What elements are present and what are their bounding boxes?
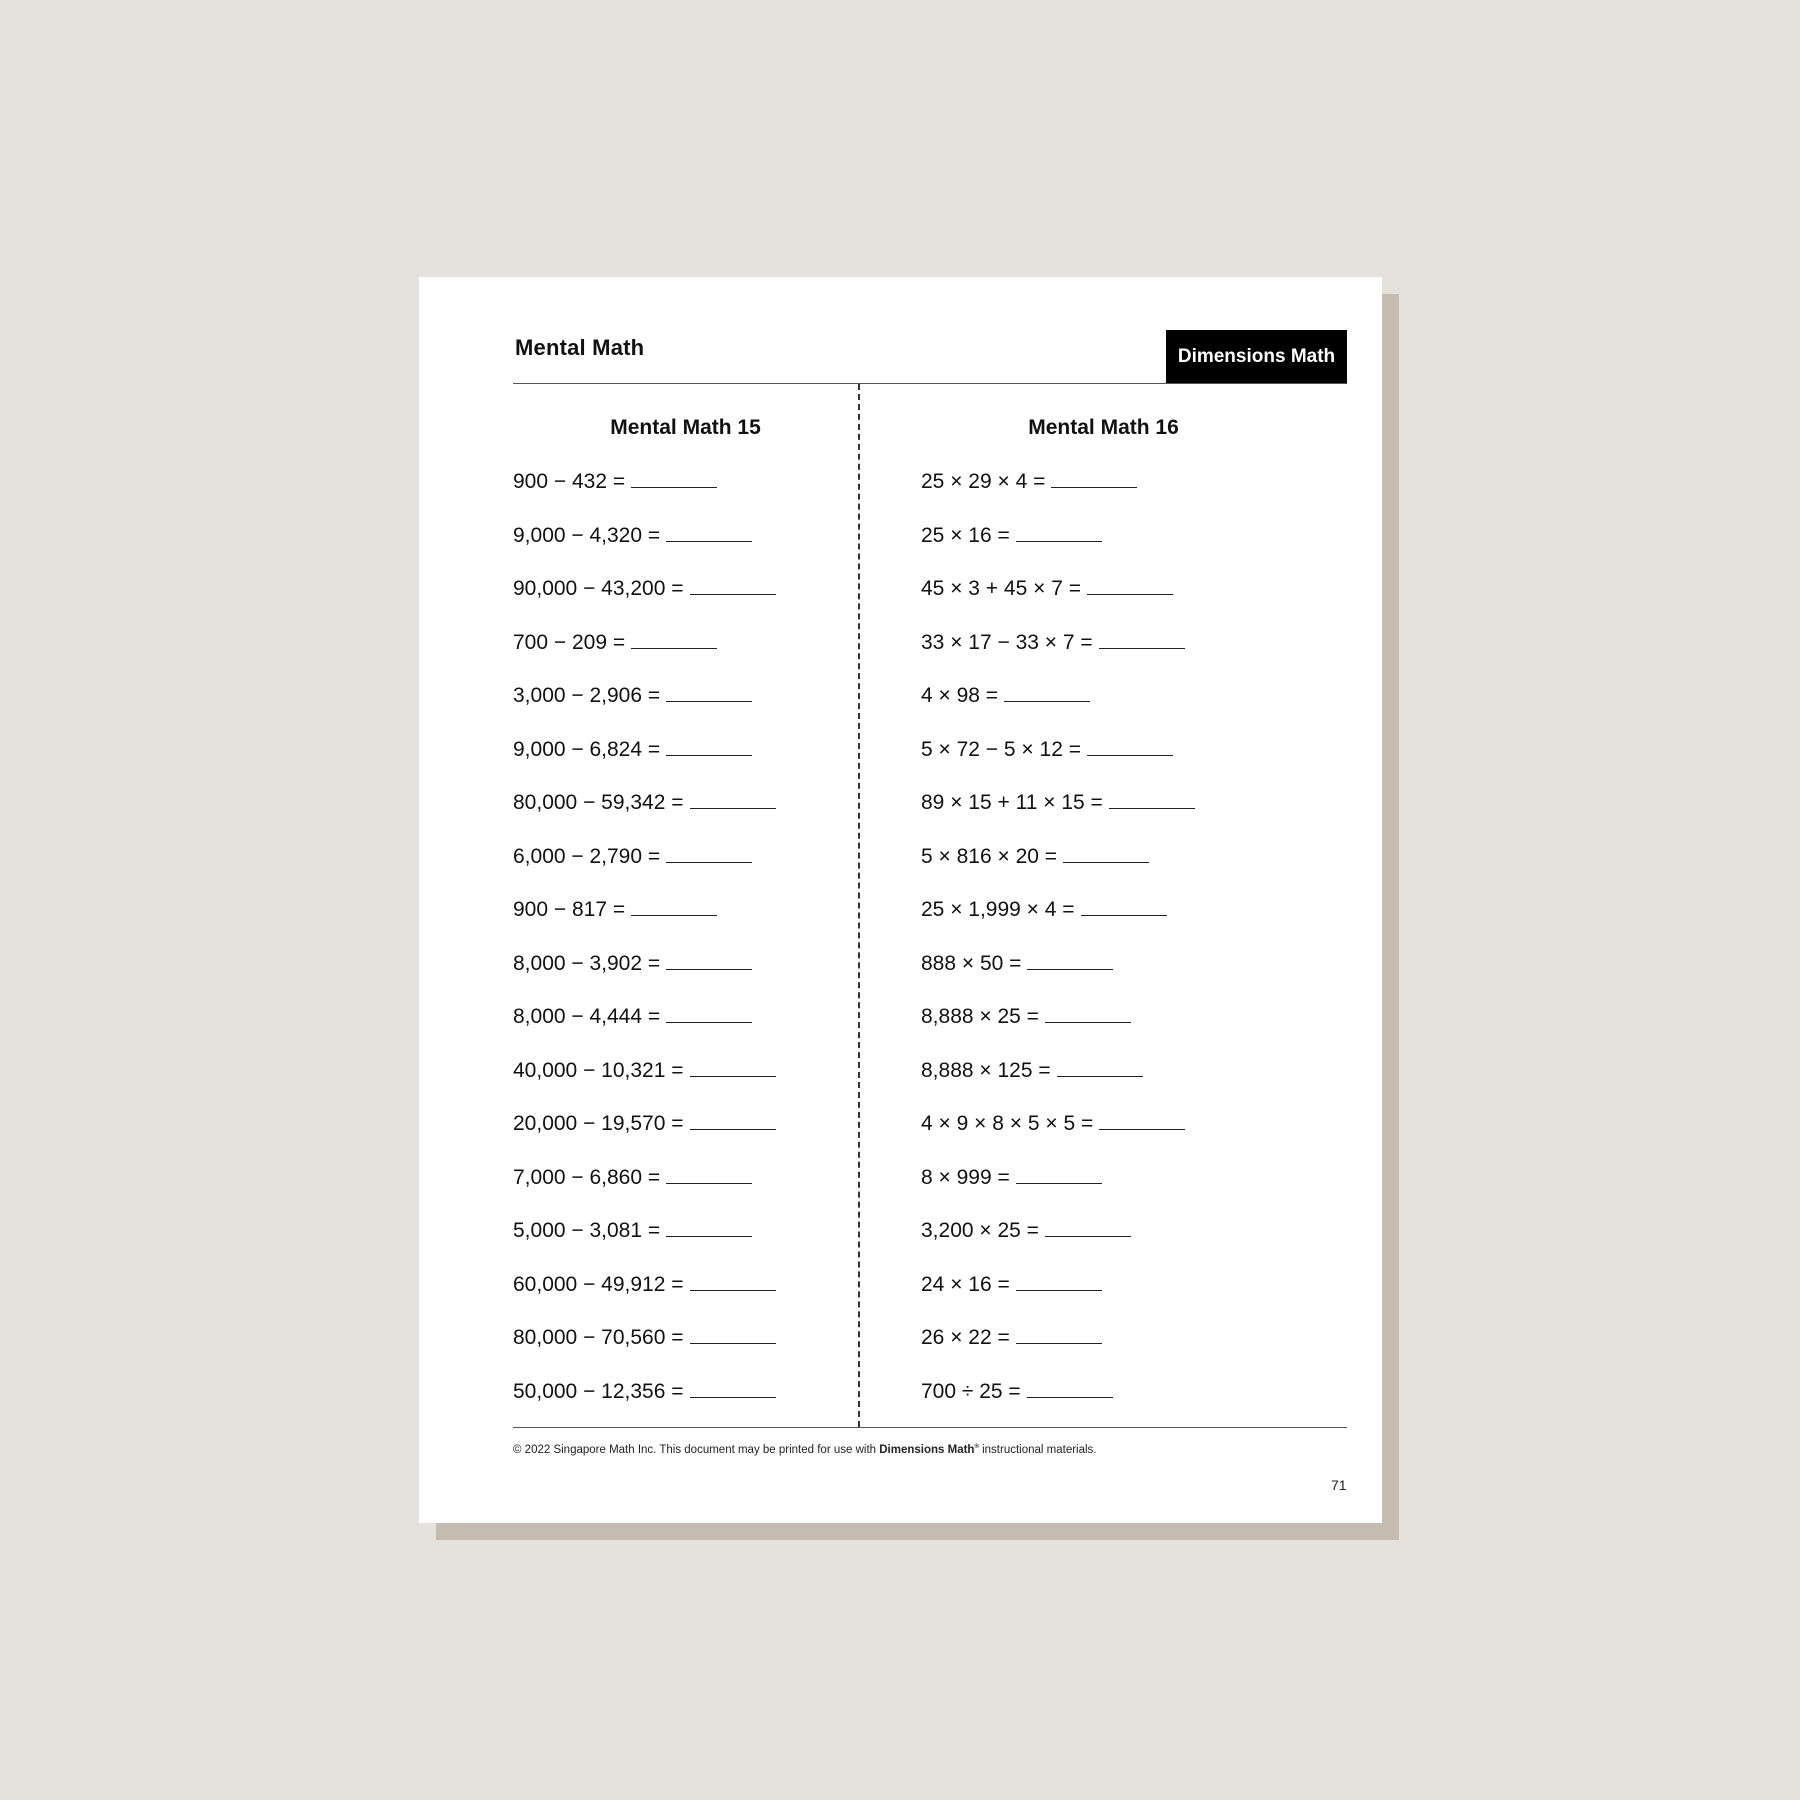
answer-blank[interactable] xyxy=(1027,1380,1113,1398)
problem-item xyxy=(513,1273,776,1327)
problem-item xyxy=(921,1059,1195,1113)
problem-expression: 89 × 15 + 11 × 15 = xyxy=(921,791,1103,814)
answer-blank[interactable] xyxy=(631,470,717,488)
problem-expression: 9,000 − 4,320 = xyxy=(513,523,661,547)
answer-blank[interactable] xyxy=(1004,684,1090,702)
problem-expression: 40,000 − 10,321 = xyxy=(513,1058,684,1082)
problem-list-left xyxy=(513,470,776,1433)
problem-item xyxy=(513,1112,776,1166)
problem-item xyxy=(921,1005,1195,1059)
copyright-text: © 2022 Singapore Math Inc. This document may be printed for use with xyxy=(513,1444,877,1456)
problem-expression: 8,888 × 125 = xyxy=(921,1058,1051,1082)
section-title-right: Mental Math 16 xyxy=(1028,416,1179,439)
problem-expression: 9,000 − 6,824 = xyxy=(513,737,661,761)
brand-badge: Dimensions Math xyxy=(1166,330,1347,383)
problem-item xyxy=(921,1326,1195,1380)
answer-blank[interactable] xyxy=(1063,845,1149,863)
problem-item xyxy=(513,845,776,899)
answer-blank[interactable] xyxy=(1016,1326,1102,1344)
problem-expression: 90,000 − 43,200 = xyxy=(513,577,684,600)
problem-expression: 888 × 50 = xyxy=(921,951,1022,975)
problem-expression: 700 − 209 = xyxy=(513,630,626,654)
answer-blank[interactable] xyxy=(1016,1166,1102,1184)
registered-mark: ® xyxy=(974,1444,979,1451)
problem-item xyxy=(921,684,1195,738)
answer-blank[interactable] xyxy=(666,684,752,702)
problem-item xyxy=(921,898,1195,952)
problem-item xyxy=(513,952,776,1006)
problem-item xyxy=(921,524,1195,578)
problem-expression: 5 × 72 − 5 × 12 = xyxy=(921,737,1081,761)
answer-blank[interactable] xyxy=(690,1326,776,1344)
problem-expression: 25 × 1,999 × 4 = xyxy=(921,898,1075,921)
section-title-left: Mental Math 15 xyxy=(610,416,761,439)
answer-blank[interactable] xyxy=(1087,577,1173,595)
problem-item xyxy=(921,1166,1195,1220)
problem-item xyxy=(921,845,1195,899)
answer-blank[interactable] xyxy=(1099,1112,1185,1130)
worksheet-page xyxy=(419,277,1382,1523)
answer-blank[interactable] xyxy=(690,1273,776,1291)
answer-blank[interactable] xyxy=(690,791,776,809)
problem-expression: 900 − 817 = xyxy=(513,898,626,921)
problem-item xyxy=(513,524,776,578)
answer-blank[interactable] xyxy=(666,845,752,863)
header-rule xyxy=(513,383,1347,384)
answer-blank[interactable] xyxy=(1016,1273,1102,1291)
answer-blank[interactable] xyxy=(1027,952,1113,970)
problem-expression: 25 × 29 × 4 = xyxy=(921,470,1046,493)
answer-blank[interactable] xyxy=(666,1219,752,1237)
problem-expression: 25 × 16 = xyxy=(921,523,1010,547)
problem-expression: 6,000 − 2,790 = xyxy=(513,844,661,868)
column-divider xyxy=(858,384,860,1427)
problem-item xyxy=(921,738,1195,792)
answer-blank[interactable] xyxy=(631,898,717,916)
problem-expression: 33 × 17 − 33 × 7 = xyxy=(921,630,1093,654)
answer-blank[interactable] xyxy=(666,1005,752,1023)
answer-blank[interactable] xyxy=(1016,524,1102,542)
problem-item xyxy=(921,631,1195,685)
answer-blank[interactable] xyxy=(1057,1059,1143,1077)
problem-expression: 4 × 98 = xyxy=(921,684,999,707)
problem-expression: 900 − 432 = xyxy=(513,470,626,493)
problem-expression: 80,000 − 59,342 = xyxy=(513,791,684,814)
answer-blank[interactable] xyxy=(1081,898,1167,916)
copyright-brand xyxy=(879,1444,979,1456)
page-number: 71 xyxy=(1331,1477,1347,1493)
problem-expression: 700 ÷ 25 = xyxy=(921,1379,1021,1403)
problem-item xyxy=(921,952,1195,1006)
problem-item xyxy=(921,470,1195,524)
answer-blank[interactable] xyxy=(1051,470,1137,488)
problem-expression: 4 × 9 × 8 × 5 × 5 = xyxy=(921,1112,1094,1135)
problem-expression: 8,888 × 25 = xyxy=(921,1005,1039,1028)
problem-expression: 7,000 − 6,860 = xyxy=(513,1165,661,1189)
problem-expression: 45 × 3 + 45 × 7 = xyxy=(921,577,1081,600)
problem-expression: 3,200 × 25 = xyxy=(921,1219,1039,1242)
problem-expression: 20,000 − 19,570 = xyxy=(513,1112,684,1135)
problem-item xyxy=(513,631,776,685)
problem-expression: 26 × 22 = xyxy=(921,1326,1010,1349)
answer-blank[interactable] xyxy=(690,1112,776,1130)
answer-blank[interactable] xyxy=(666,952,752,970)
problem-item xyxy=(513,791,776,845)
answer-blank[interactable] xyxy=(690,1380,776,1398)
problem-expression: 5,000 − 3,081 = xyxy=(513,1219,661,1242)
problem-item xyxy=(921,791,1195,845)
problem-expression: 50,000 − 12,356 = xyxy=(513,1379,684,1403)
problem-item xyxy=(513,1166,776,1220)
problem-item xyxy=(513,684,776,738)
problem-expression: 3,000 − 2,906 = xyxy=(513,684,661,707)
answer-blank[interactable] xyxy=(1087,738,1173,756)
problem-item xyxy=(921,1112,1195,1166)
problem-item xyxy=(513,1326,776,1380)
copyright-suffix: instructional materials. xyxy=(982,1444,1097,1456)
problem-expression: 8,000 − 3,902 = xyxy=(513,951,661,975)
problem-item xyxy=(921,1219,1195,1273)
copyright-footer xyxy=(513,1444,1097,1456)
problem-item xyxy=(513,898,776,952)
answer-blank[interactable] xyxy=(666,524,752,542)
problem-expression: 8,000 − 4,444 = xyxy=(513,1005,661,1028)
answer-blank[interactable] xyxy=(1099,631,1185,649)
problem-expression: 5 × 816 × 20 = xyxy=(921,844,1058,868)
problem-item xyxy=(513,470,776,524)
problem-item xyxy=(513,738,776,792)
answer-blank[interactable] xyxy=(631,631,717,649)
footer-rule xyxy=(513,1427,1347,1428)
answer-blank[interactable] xyxy=(690,1059,776,1077)
problem-expression: 80,000 − 70,560 = xyxy=(513,1326,684,1349)
problem-item xyxy=(513,1005,776,1059)
answer-blank[interactable] xyxy=(1045,1005,1131,1023)
problem-item xyxy=(513,1219,776,1273)
problem-item xyxy=(513,577,776,631)
problem-item xyxy=(921,577,1195,631)
problem-expression: 8 × 999 = xyxy=(921,1165,1010,1189)
answer-blank[interactable] xyxy=(666,738,752,756)
problem-item xyxy=(921,1273,1195,1327)
page-title: Mental Math xyxy=(515,335,645,360)
copyright-brand-name: Dimensions Math xyxy=(879,1444,975,1456)
problem-expression: 24 × 16 = xyxy=(921,1272,1010,1296)
problem-expression: 60,000 − 49,912 = xyxy=(513,1272,684,1296)
problem-item xyxy=(513,1380,776,1434)
answer-blank[interactable] xyxy=(666,1166,752,1184)
answer-blank[interactable] xyxy=(690,577,776,595)
problem-list-right xyxy=(921,470,1195,1433)
problem-item xyxy=(513,1059,776,1113)
answer-blank[interactable] xyxy=(1045,1219,1131,1237)
problem-item xyxy=(921,1380,1195,1434)
answer-blank[interactable] xyxy=(1109,791,1195,809)
